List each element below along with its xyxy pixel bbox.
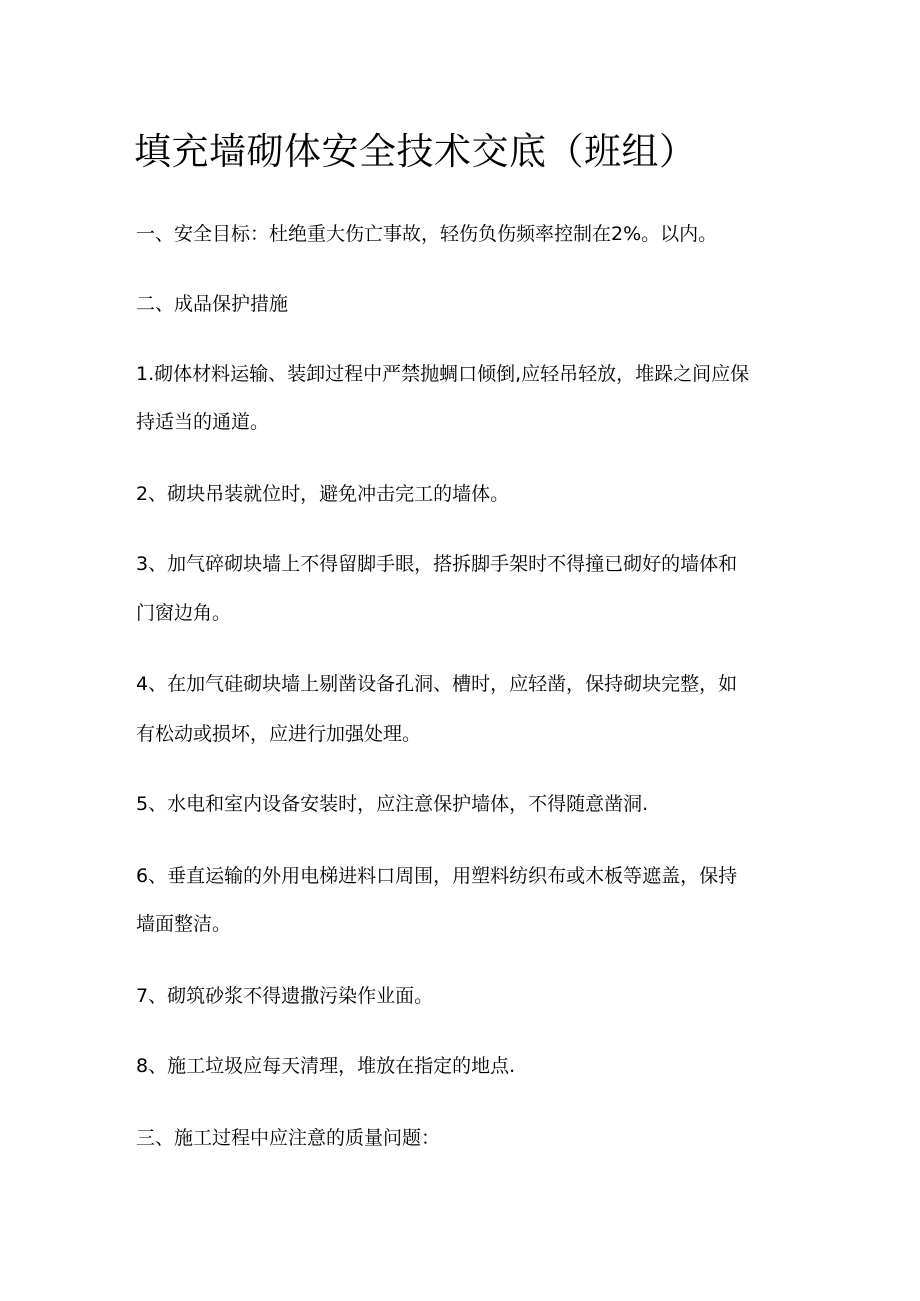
protection-measures-heading: 二、成品保护措施 (136, 293, 289, 315)
item-5: 5、水电和室内设备安装时，应注意保护墙体，不得随意凿洞. (136, 793, 649, 815)
item-7: 7、砌筑砂浆不得遗撒污染作业面。 (136, 985, 434, 1007)
item-4-line-2: 有松动或损坏，应进行加强处理。 (136, 723, 422, 745)
item-1-line-2: 持适当的通道。 (136, 411, 270, 433)
item-8: 8、施工垃圾应每天清理，堆放在指定的地点. (136, 1055, 516, 1077)
safety-goal-text: 一、安全目标：杜绝重大伤亡事故，轻伤负伤频率控制在2%。以内。 (136, 223, 718, 245)
item-4-line-1: 4、在加气硅砌块墙上剔凿设备孔洞、槽时，应轻凿，保持砌块完整，如 (136, 673, 738, 695)
item-3-line-1: 3、加气碎砌块墙上不得留脚手眼，搭拆脚手架时不得撞已砌好的墙体和 (136, 553, 738, 575)
item-6-line-1: 6、垂直运输的外用电梯进料口周围，用塑料纺织布或木板等遮盖，保持 (136, 865, 738, 887)
quality-issues-heading: 三、施工过程中应注意的质量问题： (136, 1127, 441, 1149)
item-1-line-1: 1.砌体材料运输、装卸过程中严禁抛蜩口倾倒,应轻吊轻放，堆跺之间应保 (136, 363, 750, 385)
document-title: 填充墙砌体安全技术交底（班组） (134, 130, 697, 173)
item-2: 2、砌块吊装就位时，避免冲击完工的墙体。 (136, 483, 510, 505)
item-6-line-2: 墙面整洁。 (136, 913, 232, 935)
item-3-line-2: 门窗边角。 (136, 602, 232, 624)
